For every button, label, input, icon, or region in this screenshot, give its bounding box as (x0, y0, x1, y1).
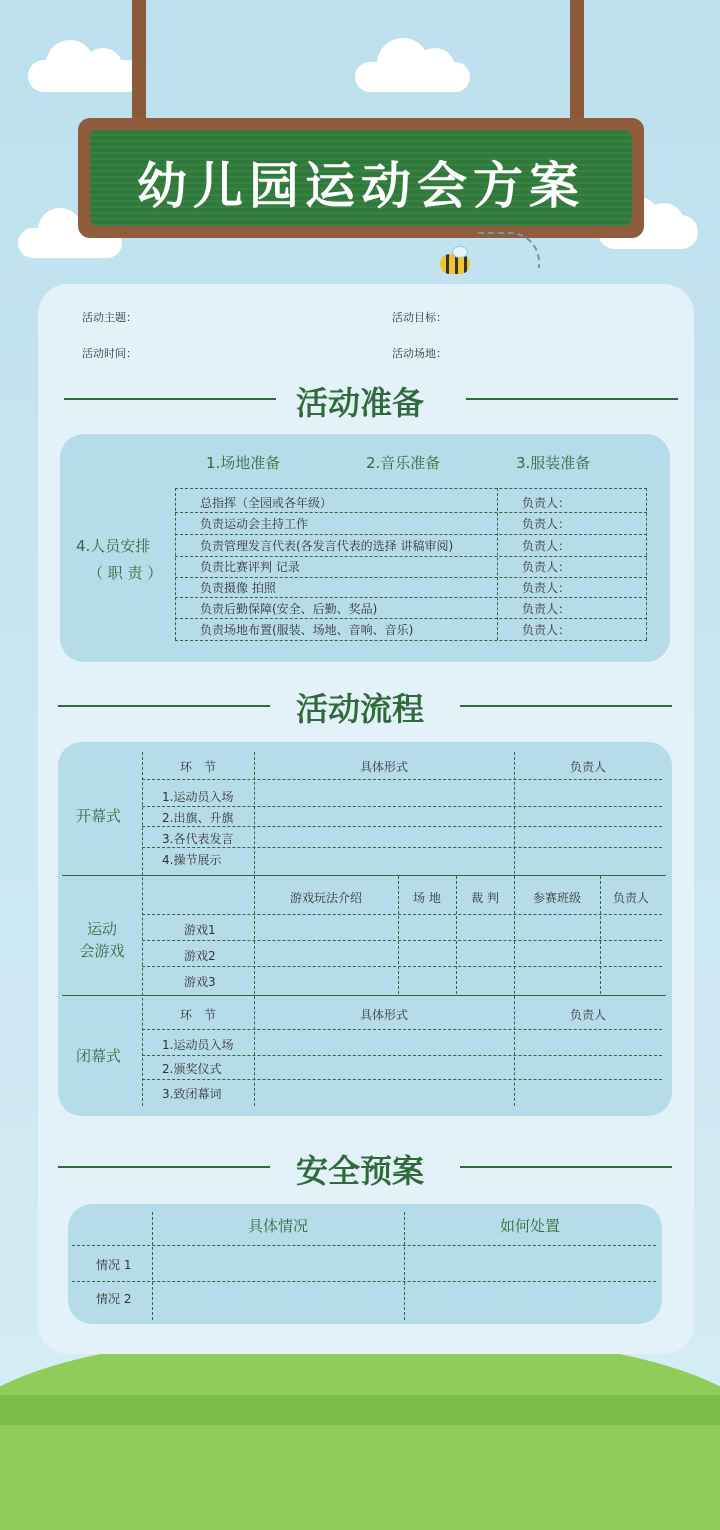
col-header-classes: 参赛班级 (532, 891, 581, 905)
staff-title: 4.人员安排 (76, 537, 151, 555)
grid-line (175, 488, 176, 640)
grid-line (175, 534, 647, 535)
sign-post-left (132, 0, 146, 126)
title-sign (78, 118, 644, 238)
cloud-icon (355, 62, 470, 92)
safety-row: 情况 1 (96, 1258, 132, 1272)
staff-duty: 负责比赛评判 记录 (200, 560, 300, 574)
opening-label: 开幕式 (76, 807, 122, 825)
game-row: 游戏3 (184, 975, 216, 989)
opening-step: 4.操节展示 (162, 853, 222, 867)
staff-duty: 负责管理发言代表(各发言代表的选择 讲稿审阅) (200, 539, 454, 553)
section-title-prep: 活动准备 (295, 384, 424, 422)
section-title-safety: 安全预案 (295, 1152, 424, 1190)
safety-row: 情况 2 (96, 1292, 132, 1306)
grid-line (497, 488, 498, 640)
staff-duty: 总指挥（全园或各年级） (200, 496, 333, 510)
game-row: 游戏2 (184, 949, 216, 963)
sign-post-right (570, 0, 584, 126)
cloud-icon (28, 60, 143, 92)
staff-owner: 负责人： (522, 581, 571, 595)
staff-owner: 负责人： (522, 602, 571, 616)
theme-label: 活动主题： (82, 311, 137, 324)
staff-subtitle: （ 职 责 ） (88, 564, 163, 582)
time-label: 活动时间： (82, 347, 137, 360)
games-label-line1: 运动 (86, 920, 117, 938)
col-header-handling: 如何处置 (499, 1217, 560, 1235)
grid-line (175, 512, 647, 513)
col-header-situation: 具体情况 (247, 1217, 308, 1235)
staff-duty: 负责场地布置(服装、场地、音响、音乐) (200, 623, 414, 637)
col-header-form: 具体形式 (359, 760, 408, 774)
section-divider (62, 995, 666, 996)
staff-owner: 负责人： (522, 560, 571, 574)
section-divider (62, 875, 666, 876)
grid-line (142, 806, 662, 807)
prep-item-costume: 3.服装准备 (516, 454, 591, 472)
col-header-venue: 场 地 (413, 891, 441, 905)
grid-line (142, 826, 662, 827)
grid-line (142, 847, 662, 848)
place-label: 活动场地： (392, 347, 447, 360)
section-title-flow: 活动流程 (295, 690, 424, 728)
staff-duty: 负责运动会主持工作 (200, 517, 309, 531)
closing-label: 闭幕式 (76, 1047, 122, 1065)
opening-step: 2.出旗、升旗 (162, 811, 234, 825)
grid-line (72, 1245, 656, 1246)
grid-line (142, 914, 662, 915)
grid-line (175, 556, 647, 557)
closing-step: 2.颁奖仪式 (162, 1062, 222, 1076)
grid-line (175, 640, 647, 641)
grid-line (175, 597, 647, 598)
col-header-step: 环 节 (179, 760, 216, 774)
grid-line (142, 779, 662, 780)
prep-item-venue: 1.场地准备 (206, 454, 281, 472)
bee-wing-icon (452, 246, 468, 258)
grass-ground (0, 1395, 720, 1425)
col-header-form: 具体形式 (359, 1008, 408, 1022)
title-board (90, 130, 632, 226)
grid-line (175, 618, 647, 619)
staff-owner: 负责人： (522, 539, 571, 553)
page-title: 幼儿园运动会方案 (137, 157, 585, 215)
opening-step: 1.运动员入场 (162, 790, 234, 804)
col-header-referee: 裁 判 (471, 891, 499, 905)
grid-line (72, 1281, 656, 1282)
flow-box (58, 742, 672, 1116)
games-label-line2: 会游戏 (79, 942, 125, 960)
staff-owner: 负责人： (522, 496, 571, 510)
opening-step: 3.各代表发言 (162, 832, 234, 846)
grid-line (646, 488, 647, 640)
staff-duty: 负责摄像 拍照 (200, 581, 276, 595)
grid-line (142, 966, 662, 967)
col-header-owner: 负责人 (569, 760, 606, 774)
closing-step: 3.致闭幕词 (162, 1087, 222, 1101)
grid-line (142, 1055, 662, 1056)
grid-line (142, 1029, 662, 1030)
col-header-owner: 负责人 (569, 1008, 606, 1022)
grid-line (175, 488, 647, 489)
grid-line (142, 1079, 662, 1080)
staff-duty: 负责后勤保障(安全、后勤、奖品) (200, 602, 378, 616)
col-header-rules: 游戏玩法介绍 (289, 891, 362, 905)
grass-hill (0, 1330, 720, 1530)
grid-line (175, 577, 647, 578)
col-header-owner: 负责人 (612, 891, 649, 905)
col-header-step: 环 节 (179, 1008, 216, 1022)
prep-item-music: 2.音乐准备 (366, 454, 441, 472)
goal-label: 活动目标： (392, 311, 447, 324)
closing-step: 1.运动员入场 (162, 1038, 234, 1052)
grid-line (142, 940, 662, 941)
staff-owner: 负责人： (522, 517, 571, 531)
game-row: 游戏1 (184, 923, 216, 937)
staff-owner: 负责人： (522, 623, 571, 637)
